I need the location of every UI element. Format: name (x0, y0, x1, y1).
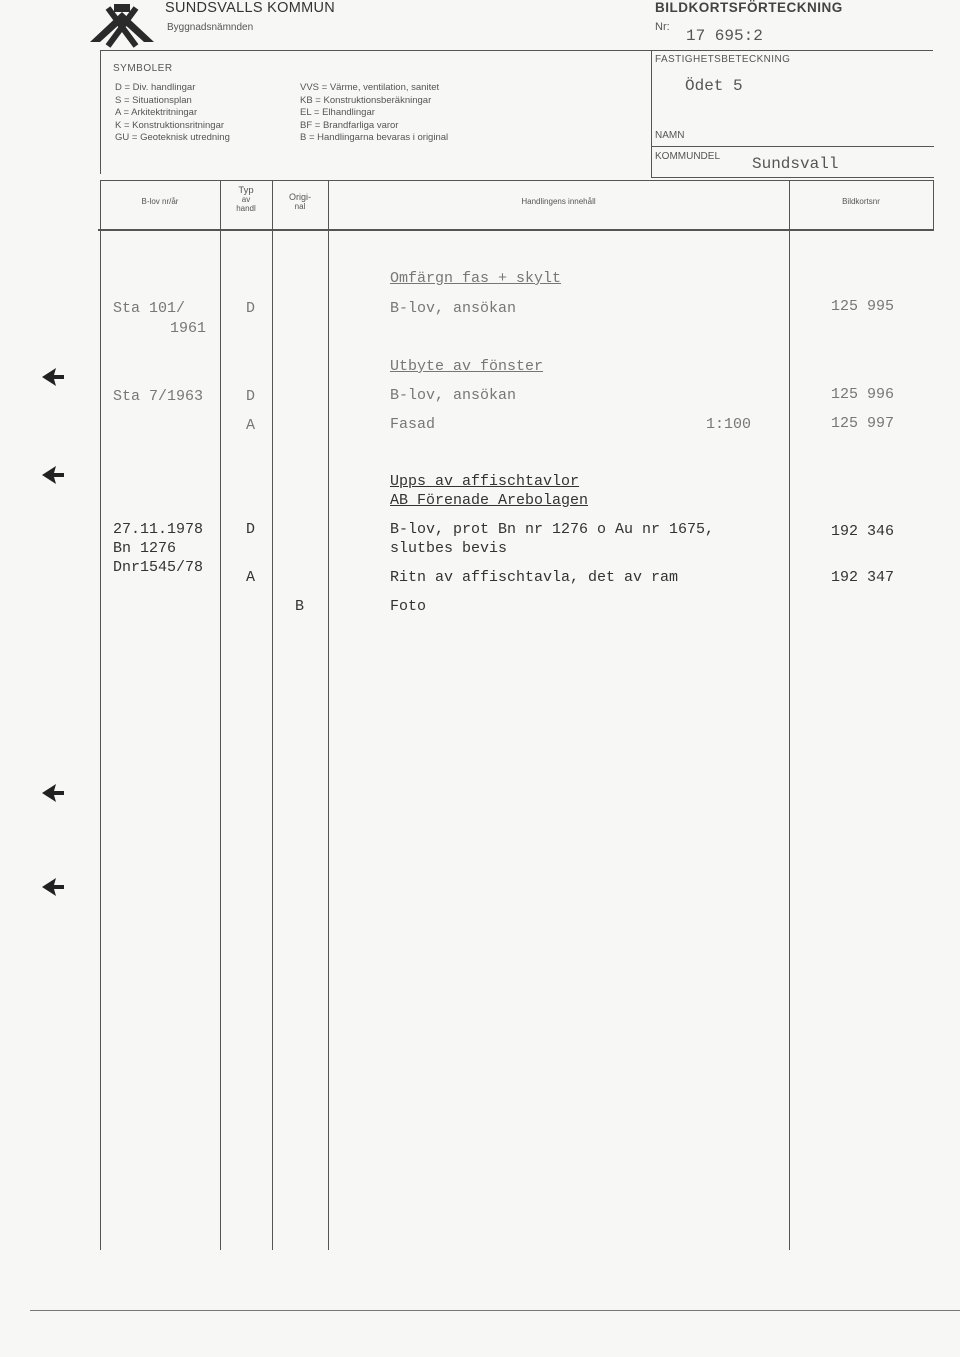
col-header-type-line: av (241, 195, 251, 204)
col-header-original-line: nal (294, 202, 306, 211)
card-number: 125 996 (831, 386, 895, 403)
col-header-type (220, 186, 272, 213)
col-header-original (272, 193, 328, 211)
symbol-item: GU = Geoteknisk utredning (115, 132, 230, 143)
permit-number: Bn 1276 (113, 540, 177, 557)
col-header-type-line: handl (236, 204, 256, 213)
permit-year: 1961 (170, 320, 207, 337)
document-title: BILDKORTSFÖRTECKNING (655, 0, 843, 15)
col-header-original-line: Origi- (289, 192, 311, 202)
property-label: FASTIGHETSBETECKNING (655, 54, 791, 65)
nr-label: Nr: (655, 21, 670, 33)
punch-arrow-icon (40, 782, 66, 809)
doc-content: B-lov, ansökan (390, 387, 517, 404)
symbol-item: B = Handlingarna bevaras i original (300, 132, 449, 143)
symbol-item: A = Arkitektritningar (115, 107, 198, 118)
municipality-value: Sundsvall (752, 155, 839, 173)
card-number: 125 995 (831, 298, 895, 315)
doc-content: Fasad (390, 416, 436, 433)
group-heading: Utbyte av fönster (390, 358, 544, 375)
symbol-item: S = Situationsplan (115, 94, 192, 106)
doc-content: Foto (390, 598, 427, 615)
permit-date: 27.11.1978 (113, 521, 204, 538)
symbol-item: KB = Konstruktionsberäkningar (300, 94, 432, 106)
nr-value: 17 695:2 (686, 27, 763, 45)
col-header-card: Bildkortsnr (842, 197, 880, 206)
footer-divider (30, 1310, 960, 1311)
punch-arrow-icon (40, 876, 66, 903)
doc-content: Ritn av affischtavla, det av ram (390, 569, 679, 586)
punch-arrow-icon (40, 366, 66, 393)
symbol-item: D = Div. handlingar (115, 82, 196, 93)
municipality-logo (84, 2, 160, 50)
doc-content: B-lov, prot Bn nr 1276 o Au nr 1675, (390, 521, 715, 538)
punch-arrow-icon (40, 464, 66, 491)
col-header-type-line: Typ (238, 185, 254, 196)
drawing-scale: 1:100 (706, 416, 752, 433)
property-value: Ödet 5 (685, 77, 743, 95)
original-marker: B (295, 598, 305, 615)
symbol-item: VVS = Värme, ventilation, sanitet (300, 82, 440, 93)
doc-type: A (246, 417, 256, 434)
doc-type: D (246, 521, 256, 538)
symbols-title: SYMBOLER (113, 63, 173, 74)
group-heading: Omfärgn fas + skylt (390, 270, 562, 287)
card-number: 192 346 (831, 523, 895, 540)
org-name: SUNDSVALLS KOMMUN (165, 0, 336, 16)
symbol-item: K = Konstruktionsritningar (115, 119, 225, 131)
doc-content: B-lov, ansökan (390, 300, 517, 317)
col-header-content: Handlingens innehåll (521, 197, 596, 206)
symbol-item: EL = Elhandlingar (300, 107, 375, 118)
card-number: 125 997 (831, 415, 895, 432)
dept-name: Byggnadsnämnden (167, 22, 254, 33)
group-subheading: AB Förenade Arebolagen (390, 492, 589, 509)
doc-content-continued: slutbes bevis (390, 540, 508, 557)
permit-number: Sta 7/1963 (113, 388, 204, 405)
col-header-permit: B-lov nr/år (141, 197, 179, 206)
symbols-left-list (115, 82, 230, 145)
doc-type: D (246, 300, 256, 317)
doc-type: A (246, 569, 256, 586)
group-heading: Upps av affischtavlor (390, 473, 580, 490)
symbol-item: BF = Brandfarliga varor (300, 119, 399, 131)
doc-type: D (246, 388, 256, 405)
symbols-right-list (300, 82, 448, 145)
municipality-label: KOMMUNDEL (655, 151, 721, 162)
card-number: 192 347 (831, 569, 895, 586)
diary-number: Dnr1545/78 (113, 559, 204, 576)
name-label: NAMN (655, 130, 685, 141)
permit-number: Sta 101/ (113, 300, 186, 317)
